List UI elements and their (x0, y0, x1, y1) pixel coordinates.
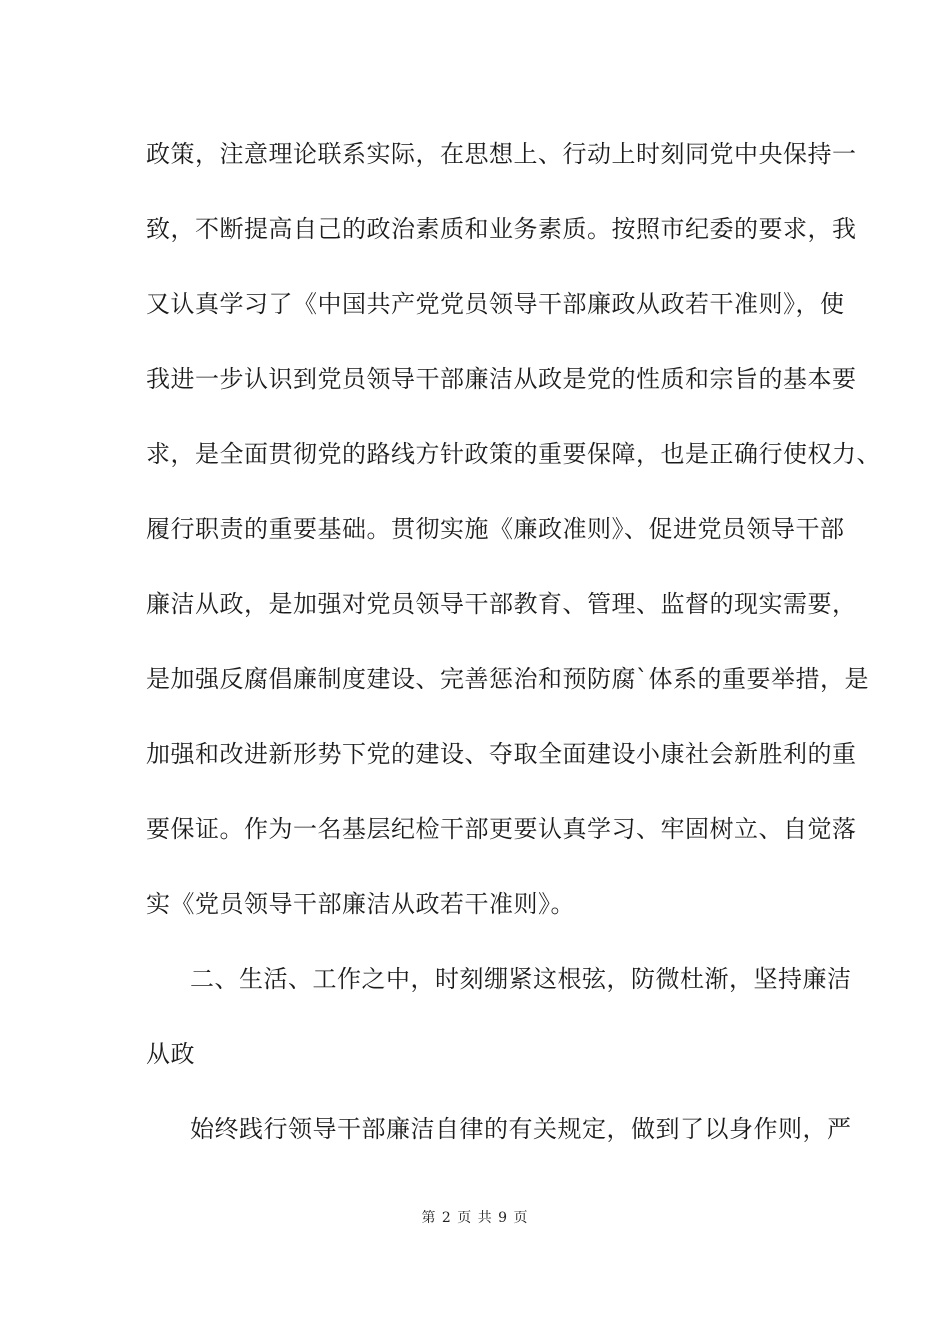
body-text-line: 始终践行领导干部廉洁自律的有关规定，做到了以身作则，严 (190, 1115, 852, 1143)
body-text-line: 求，是全面贯彻党的路线方针政策的重要保障，也是正确行使权力、 (146, 440, 881, 468)
body-text-line: 致，不断提高自己的政治素质和业务素质。按照市纪委的要求，我 (146, 215, 857, 243)
body-text-line: 要保证。作为一名基层纪检干部更要认真学习、牢固树立、自觉落 (146, 815, 857, 843)
section-heading-line: 从政 (146, 1040, 195, 1068)
section-heading-line: 二、生活、工作之中，时刻绷紧这根弦，防微杜渐，坚持廉洁 (190, 965, 852, 993)
body-text-line: 廉洁从政，是加强对党员领导干部教育、管理、监督的现实需要， (146, 590, 857, 618)
body-text-line: 我进一步认识到党员领导干部廉洁从政是党的性质和宗旨的基本要 (146, 365, 857, 393)
body-text-line: 政策，注意理论联系实际，在思想上、行动上时刻同党中央保持一 (146, 140, 857, 168)
body-text-line: 履行职责的重要基础。贯彻实施《廉政准则》、促进党员领导干部 (146, 515, 845, 543)
body-text-line: 加强和改进新形势下党的建设、夺取全面建设小康社会新胜利的重 (146, 740, 857, 768)
body-text-line: 又认真学习了《中国共产党党员领导干部廉政从政若干准则》，使 (146, 290, 845, 318)
page-number-footer: 第 2 页 共 9 页 (421, 1210, 529, 1226)
body-text-line: 实《党员领导干部廉洁从政若干准则》。 (146, 890, 575, 918)
body-text-line: 是加强反腐倡廉制度建设、完善惩治和预防腐`体系的重要举措，是 (146, 665, 869, 693)
